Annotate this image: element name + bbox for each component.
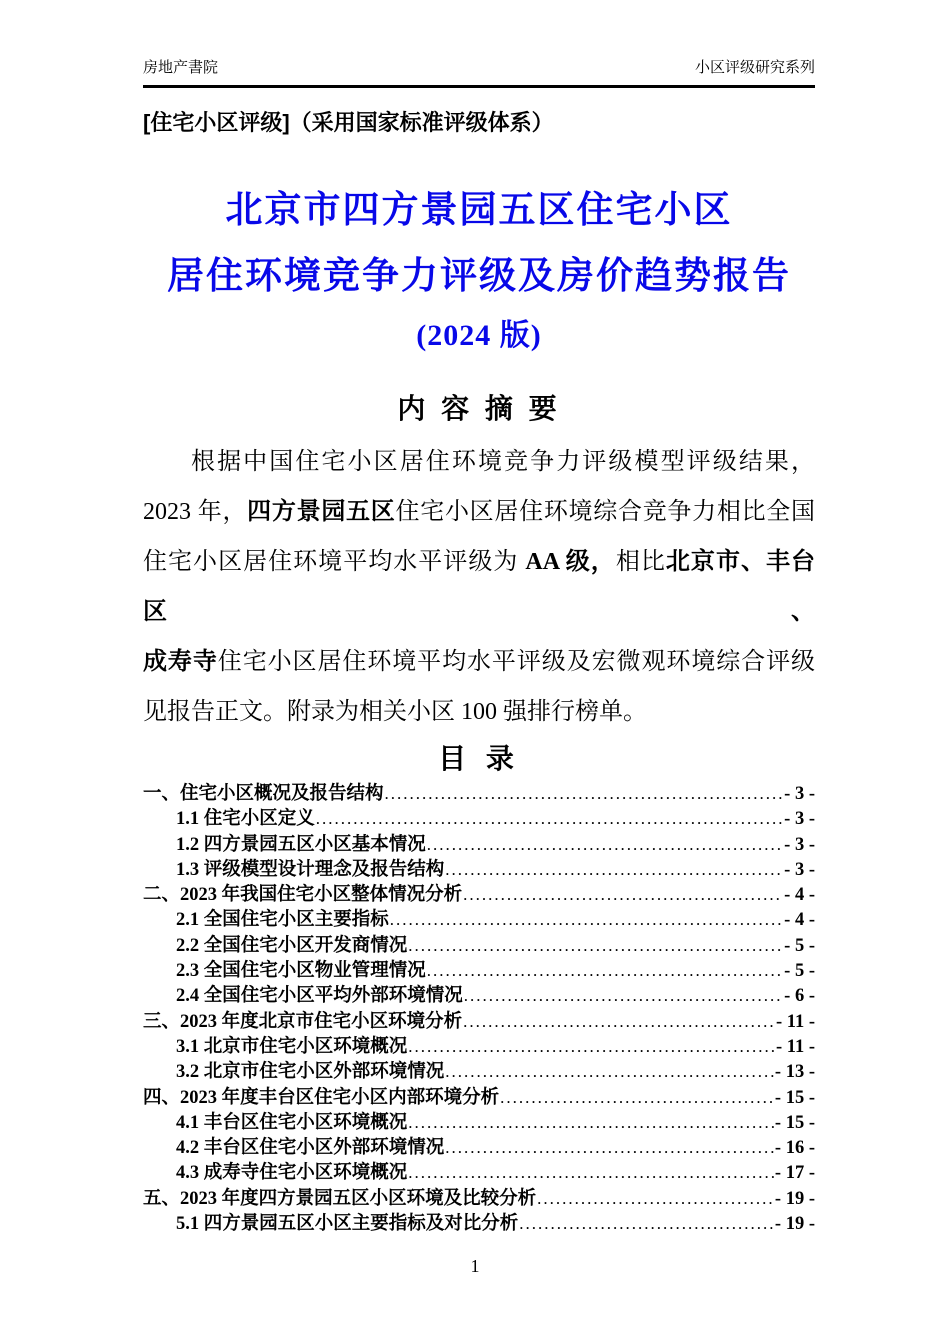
toc-item bbox=[143, 1209, 815, 1234]
toc-item-label: 1.1 住宅小区定义 bbox=[176, 809, 315, 830]
toc-item-label: 1.3 评级模型设计理念及报告结构 bbox=[176, 859, 445, 880]
toc-dot-leader bbox=[445, 1062, 774, 1082]
page-number: 1 bbox=[470, 1256, 480, 1276]
toc-item bbox=[143, 1032, 815, 1057]
abstract-line bbox=[143, 487, 815, 537]
abstract-text: 住宅小区居住环境综合竞争力相比全国 bbox=[395, 499, 816, 525]
toc-dot-leader bbox=[427, 961, 783, 981]
toc-item-label: 3.1 北京市住宅小区环境概况 bbox=[176, 1036, 408, 1057]
toc-dot-leader bbox=[408, 1113, 774, 1133]
toc-page-number: - 15 - bbox=[774, 1112, 815, 1133]
toc-item bbox=[143, 956, 815, 981]
toc-page-number: - 19 - bbox=[774, 1188, 815, 1209]
toc-item-label: 2.3 全国住宅小区物业管理情况 bbox=[176, 961, 426, 982]
toc-item bbox=[143, 1133, 815, 1158]
toc-page-number: - 3 - bbox=[784, 834, 815, 855]
toc-dot-leader bbox=[390, 910, 783, 930]
abstract-bold-text: 四方景园五区 bbox=[247, 499, 396, 525]
toc-page-number: - 19 - bbox=[774, 1214, 815, 1235]
toc-dot-leader bbox=[463, 885, 783, 905]
abstract-line bbox=[143, 637, 815, 687]
toc-item-label: 4.3 成寿寺住宅小区环境概况 bbox=[176, 1163, 408, 1184]
toc-page-number: - 4 - bbox=[784, 885, 815, 906]
abstract-bold-text: 北京市、丰台区、 bbox=[143, 549, 816, 625]
toc-page-number: - 4 - bbox=[784, 910, 815, 931]
toc-item-label: 四、2023 年度丰台区住宅小区内部环境分析 bbox=[143, 1087, 500, 1108]
abstract-bold-text: AA 级， bbox=[525, 549, 616, 575]
report-title-line1: 北京市四方景园五区住宅小区 bbox=[225, 190, 733, 231]
toc-item-label: 一、住宅小区概况及报告结构 bbox=[143, 784, 384, 804]
toc-page-number: - 17 - bbox=[774, 1163, 815, 1184]
abstract-text: 相比 bbox=[615, 549, 666, 575]
abstract-text: 住宅小区居住环境平均水平评级为 bbox=[143, 549, 526, 575]
toc-dot-leader bbox=[445, 1138, 774, 1158]
abstract-bold-text: 成寿寺 bbox=[143, 649, 218, 675]
toc-item bbox=[143, 981, 815, 1006]
toc-item bbox=[143, 855, 815, 880]
abstract-line bbox=[143, 687, 815, 737]
toc-dot-leader bbox=[464, 986, 783, 1006]
toc-page-number: - 16 - bbox=[774, 1138, 815, 1159]
header-left-text: 房地产書院 bbox=[143, 59, 219, 76]
toc-dot-leader bbox=[408, 1163, 774, 1183]
toc-item bbox=[143, 880, 815, 905]
toc-item bbox=[143, 1184, 815, 1209]
toc-item-label: 2.4 全国住宅小区平均外部环境情况 bbox=[176, 986, 463, 1007]
toc-page-number: - 15 - bbox=[774, 1087, 815, 1108]
toc-dot-leader bbox=[408, 936, 783, 956]
toc-dot-leader bbox=[408, 1037, 775, 1057]
toc-item-label: 3.2 北京市住宅小区外部环境情况 bbox=[176, 1062, 445, 1083]
toc-page-number: - 3 - bbox=[784, 784, 815, 804]
toc-item bbox=[143, 830, 815, 855]
toc-item-label: 2.1 全国住宅小区主要指标 bbox=[176, 910, 389, 931]
report-edition: (2024 版) bbox=[416, 319, 542, 352]
toc-dot-leader bbox=[519, 1214, 774, 1234]
toc-page-number: - 3 - bbox=[784, 809, 815, 830]
toc-item-label: 4.1 丰台区住宅小区环境概况 bbox=[176, 1112, 408, 1133]
abstract-text: 2023 年， bbox=[143, 499, 248, 525]
toc-list bbox=[143, 779, 815, 1234]
toc-page-number: - 6 - bbox=[784, 986, 815, 1007]
toc-dot-leader bbox=[316, 809, 783, 829]
toc-page-number: - 5 - bbox=[784, 935, 815, 956]
abstract-text: 住宅小区居住环境平均水平评级及宏微观环境综合评级 bbox=[217, 649, 816, 675]
toc-item-label: 三、2023 年度北京市住宅小区环境分析 bbox=[143, 1011, 463, 1032]
report-title-line2: 居住环境竞争力评级及房价趋势报告 bbox=[167, 256, 791, 297]
toc-page-number: - 11 - bbox=[775, 1036, 815, 1057]
series-label: [住宅小区评级]（采用国家标准评级体系） bbox=[143, 110, 554, 135]
toc-item bbox=[143, 1057, 815, 1082]
toc-item-label: 五、2023 年度四方景园五区小区环境及比较分析 bbox=[143, 1188, 537, 1209]
toc-item bbox=[143, 1083, 815, 1108]
toc-page-number: - 13 - bbox=[774, 1062, 815, 1083]
toc-item-label: 2.2 全国住宅小区开发商情况 bbox=[176, 935, 408, 956]
abstract-text: 根据中国住宅小区居住环境竞争力评级模型评级结果， bbox=[191, 449, 815, 475]
toc-item-label: 5.1 四方景园五区小区主要指标及对比分析 bbox=[176, 1214, 519, 1235]
abstract-text: 见报告正文。附录为相关小区 100 强排行榜单。 bbox=[143, 699, 647, 725]
toc-heading: 目 录 bbox=[438, 743, 520, 774]
toc-item-label: 4.2 丰台区住宅小区外部环境情况 bbox=[176, 1138, 445, 1159]
toc-item bbox=[143, 1158, 815, 1183]
toc-item bbox=[143, 905, 815, 930]
toc-item bbox=[143, 804, 815, 829]
header-right-text: 小区评级研究系列 bbox=[694, 59, 815, 76]
toc-dot-leader bbox=[385, 784, 784, 804]
toc-page-number: - 5 - bbox=[784, 961, 815, 982]
toc-dot-leader bbox=[445, 860, 783, 880]
page-header bbox=[143, 58, 815, 88]
abstract-line bbox=[143, 537, 815, 637]
toc-page-number: - 11 - bbox=[775, 1011, 815, 1032]
toc-item-label: 1.2 四方景园五区小区基本情况 bbox=[176, 834, 426, 855]
abstract-heading: 内 容 摘 要 bbox=[397, 393, 561, 424]
toc-item bbox=[143, 1007, 815, 1032]
toc-item bbox=[143, 931, 815, 956]
toc-dot-leader bbox=[427, 835, 783, 855]
toc-page-number: - 3 - bbox=[784, 859, 815, 880]
toc-dot-leader bbox=[537, 1189, 774, 1209]
toc-item bbox=[143, 779, 815, 804]
abstract-line bbox=[143, 437, 815, 487]
toc-dot-leader bbox=[463, 1012, 775, 1032]
abstract-body bbox=[143, 437, 815, 737]
toc-item bbox=[143, 1108, 815, 1133]
toc-item-label: 二、2023 年我国住宅小区整体情况分析 bbox=[143, 885, 463, 906]
toc-dot-leader bbox=[500, 1088, 774, 1108]
